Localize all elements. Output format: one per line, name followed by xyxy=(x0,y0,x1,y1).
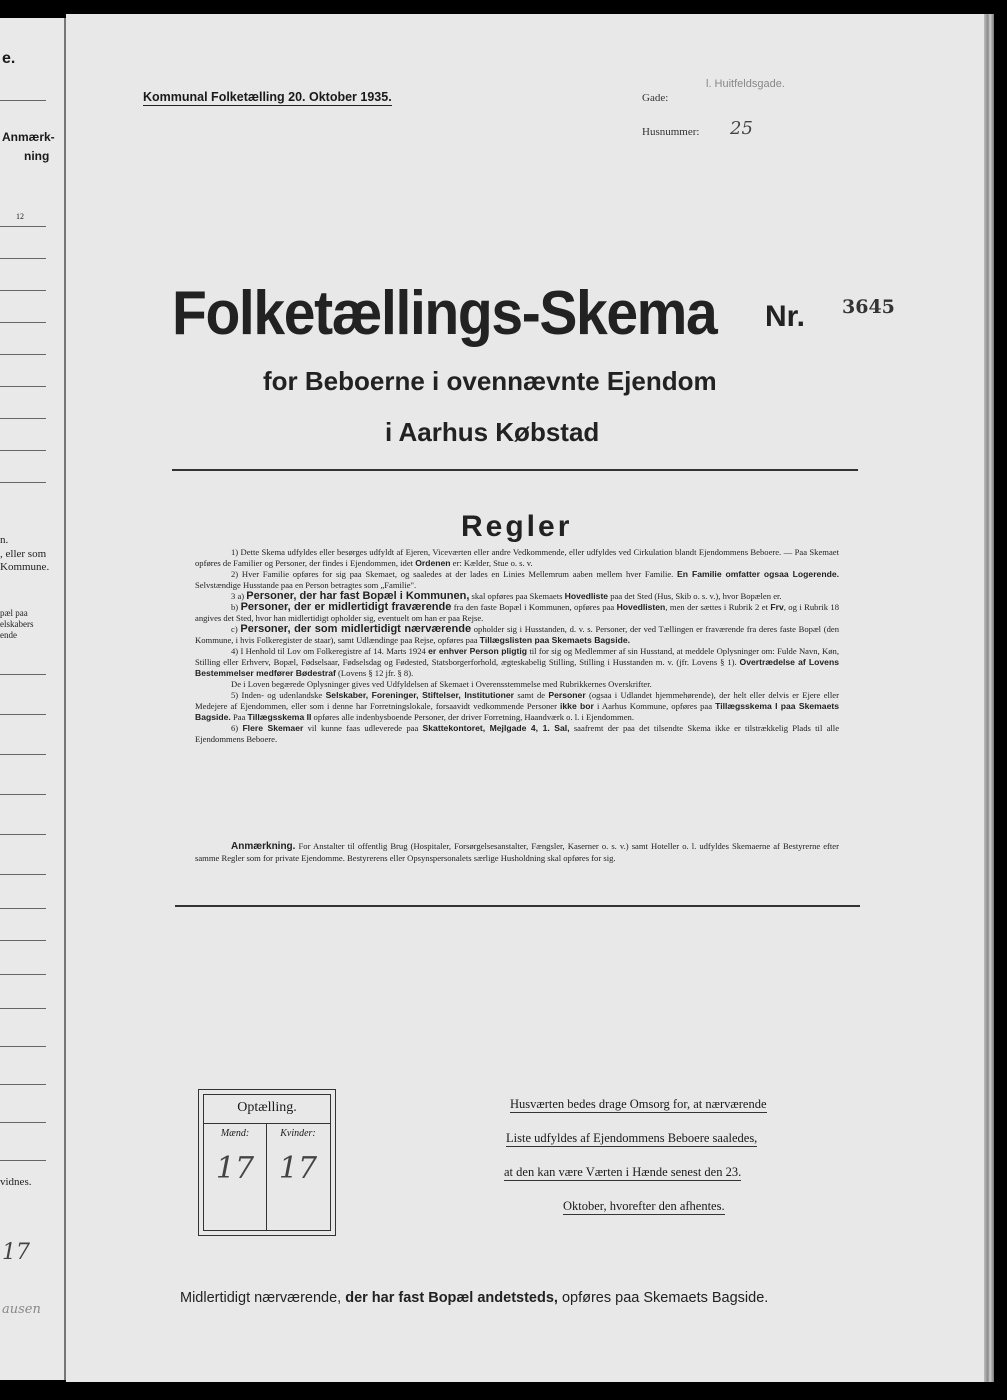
notice-line: Liste udfyldes af Ejendommens Beboere saaledes, xyxy=(506,1131,758,1145)
left-page-rule xyxy=(0,290,46,291)
left-page-fragment: ende xyxy=(0,630,17,640)
left-page-strip xyxy=(0,18,66,1380)
left-page-rule xyxy=(0,1008,46,1009)
left-page-rule xyxy=(0,874,46,875)
left-page-rule xyxy=(0,940,46,941)
notice-line: Husværten bedes drage Omsorg for, at nærværende xyxy=(510,1097,767,1111)
left-page-rule xyxy=(0,1122,46,1123)
count-men-header: Mænd: xyxy=(220,1128,250,1139)
left-page-fragment: , eller som xyxy=(0,548,47,560)
divider xyxy=(175,905,860,907)
left-page-rule xyxy=(0,482,46,483)
gade-value: l. Huitfeldsgade. xyxy=(706,78,785,90)
left-page-rule xyxy=(0,754,46,755)
note-label: Anmærkning. xyxy=(231,841,296,852)
left-page-rule xyxy=(0,450,46,451)
left-page-rule xyxy=(0,386,46,387)
left-page-handwriting: 17 xyxy=(2,1240,30,1265)
left-page-rule xyxy=(0,974,46,975)
left-page-rule xyxy=(0,418,46,419)
left-page-rule xyxy=(0,834,46,835)
left-page-rule xyxy=(0,354,46,355)
left-page-cut-letter: e. xyxy=(2,50,16,67)
form-nr-label: Nr. xyxy=(765,300,806,333)
left-page-fragment: elskabers xyxy=(0,619,34,629)
count-women-header: Kvinder: xyxy=(280,1128,316,1139)
left-page-rule xyxy=(0,1160,46,1161)
footer-part: opføres paa Skemaets Bagside. xyxy=(557,1290,769,1306)
footer-note xyxy=(180,1290,768,1306)
count-women-value: 17 xyxy=(278,1151,318,1186)
left-page-rule xyxy=(0,226,46,227)
form-nr-value: 3645 xyxy=(842,296,895,318)
left-page-col-number: 12 xyxy=(16,212,24,221)
left-page-handwriting: ausen xyxy=(2,1302,41,1317)
husnummer-value: 25 xyxy=(730,118,753,139)
left-page-rule xyxy=(0,100,46,101)
left-page-rule xyxy=(0,794,46,795)
left-page-rule xyxy=(0,908,46,909)
divider xyxy=(172,469,858,471)
left-page-rule xyxy=(0,1046,46,1047)
left-page-rule xyxy=(0,322,46,323)
footer-bold-part: der har fast Bopæl andetsteds, xyxy=(345,1290,558,1306)
notice-line: Oktober, hvorefter den afhentes. xyxy=(563,1199,725,1213)
left-page-rule xyxy=(0,674,46,675)
left-page-rule xyxy=(0,714,46,715)
left-page-rule xyxy=(0,258,46,259)
husnummer-label: Husnummer: xyxy=(642,126,700,138)
left-page-rule xyxy=(0,1084,46,1085)
footer-part: Midlertidigt nærværende, xyxy=(180,1290,346,1306)
left-page-fragment: Kommune. xyxy=(0,561,50,573)
page-edge xyxy=(984,14,994,1382)
left-page-anmaerk-2: ning xyxy=(24,149,50,163)
left-page-anmaerk-1: Anmærk- xyxy=(2,130,55,144)
count-box xyxy=(198,1089,336,1236)
form-subtitle-town: i Aarhus Købstad xyxy=(385,417,600,447)
count-box-inner xyxy=(203,1094,331,1231)
form-title: Folketællings-Skema xyxy=(172,279,717,348)
left-page-fragment: n. xyxy=(0,534,9,546)
note-paragraph: Anmærkning. For Anstalter til offentlig Brug (Hospitaler, Forsørgelsesanstalter, Fængsler, Kaserner o. s. v.) samt Hoteller o. l. udfyldes Skemaerne af Bestyrerne efter samme Regler som for private Ejendomme. Bestyrerens eller Opsynspersonalets særlige Husholdning skal opføres for sig. xyxy=(195,841,839,863)
gade-label: Gade: xyxy=(642,92,669,104)
rules-text: 1) Dette Skema udfyldes eller besørges udfyldt af Ejeren, Viceværten eller andre Vedkommende, eller udfyldes ved Cirkulation blandt Ejendommens Beboere. — Paa Skemaet opføres de Familier og Personer, der findes i Ejendommen, idet Ordenen er: Kælder, Stue o. s. v. 2) Hver Familie opføres for sig paa Skemaet, og saaledes at der lades en Linies Mellemrum aaben mellem hver Familie. En Familie omfatter ogsaa Logerende. Selvstændige Husstande paa en Person betragtes som „Familie". 3 a) Personer, der har fast Bopæl i Kommunen, skal opføres paa Skemaets Hovedliste paa det Sted (Hus, Skib o. s. v.), hvor Bopælen er. b) Personer, der er midlertidigt fraværende fra den faste Bopæl i Kommunen, opføres paa Hovedlisten, men der sættes i Rubrik 2 et Frv, og i Rubrik 18 angives det Sted, hvor han midlertidigt opholder sig, eventuelt om han er paa Rejse. c) Personer, der som midlertidigt nærværende opholder sig i Husstanden, d. v. s. Personer, der ved Tællingen er fraværende fra deres faste Bopæl (den Kommune, i hvis Folkeregister de staar), samt Udlændinge paa Rejse, opføres paa Tillægslisten paa Skemaets Bagside. 4) I Henhold til Lov om Folkeregistre af 14. Marts 1924 er enhver Person pligtig til for sig og Medlemmer af sin Husstand, at meddele Oplysninger om: Fulde Navn, Køn, Stilling eller Erhverv, Bopæl, Fødselsaar, Fødselsdag og Fødested, Statsborgerforhold, ægteskabelig Stilling, Stilling i Husstanden m. v. (jfr. Lovens § 1). Overtrædelse af Lovens Bestemmelser medfører Bødestraf (Lovens § 12 jfr. § 8). De i Loven begærede Oplysninger gives ved Udfyldelsen af Skemaet i Overensstemmelse med Rubrikkernes Overskrifter. 5) Inden- og udenlandske Selskaber, Foreninger, Stiftelser, Institutioner samt de Personer (ogsaa i Udlandet hjemmehørende), der helt eller delvis er Ejere eller Medejere af Ejendommen, eller som i denne har Forretningslokale, forsaavidt vedkommende Personer ikke bor i Aarhus Kommune, opføres paa Tillægsskema I paa Skemaets Bagside. Paa Tillægsskema II opføres alle indenbysboende Personer, der driver Forretning, Haandværk o. l. i Ejendommen. 6) Flere Skemaer vil kunne faas udleverede paa Skattekontoret, Mejlgade 4, 1. Sal, saafremt der paa det tilsendte Skema ikke er tilstrækkelig Plads til alle Ejendommens Beboere. xyxy=(195,547,840,744)
count-men-value: 17 xyxy=(215,1151,255,1186)
notice-line: at den kan være Værten i Hænde senest den 23. xyxy=(504,1165,742,1179)
count-box-rule xyxy=(204,1123,330,1124)
count-box-title: Optælling. xyxy=(237,1100,297,1115)
left-page-fragment: vidnes. xyxy=(0,1176,32,1188)
census-heading: Kommunal Folketælling 20. Oktober 1935. xyxy=(143,90,392,104)
form-subtitle: for Beboerne i ovennævnte Ejendom xyxy=(263,366,717,396)
left-page-fragment: pæl paa xyxy=(0,608,28,618)
rules-heading: Regler xyxy=(461,510,573,543)
